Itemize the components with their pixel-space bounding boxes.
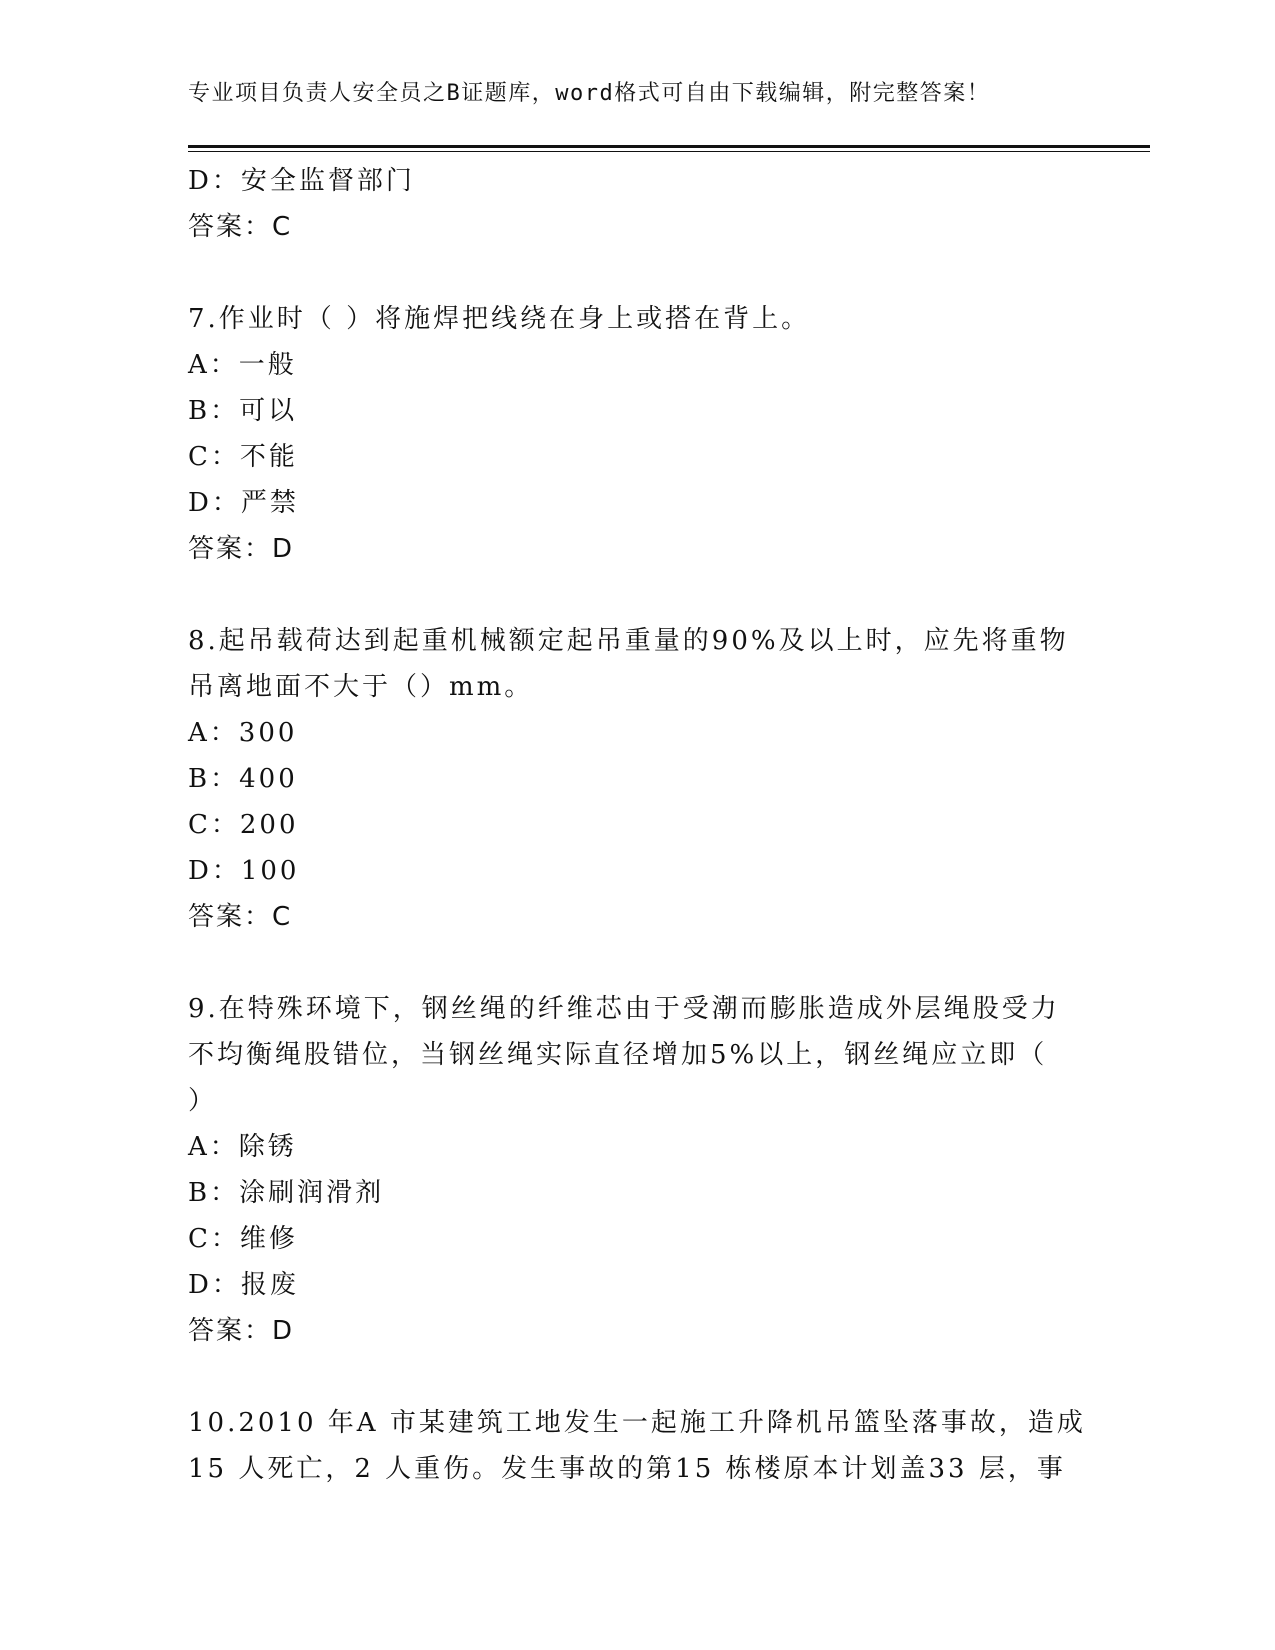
option-b: B：涂刷润滑剂	[188, 1178, 385, 1208]
header-rule-thin	[188, 151, 1150, 152]
question-stem: 10.2010 年A 市某建筑工地发生一起施工升降机吊篮坠落事故，造成	[188, 1408, 1086, 1438]
page-header: 专业项目负责人安全员之B证题库，word格式可自由下载编辑，附完整答案！	[188, 81, 991, 106]
option-d: D：报废	[188, 1270, 299, 1300]
option-c: C：200	[188, 810, 299, 840]
option-a: A：除锈	[188, 1132, 297, 1162]
option-d: D：安全监督部门	[188, 166, 415, 196]
question-stem: 9.在特殊环境下，钢丝绳的纤维芯由于受潮而膨胀造成外层绳股受力	[188, 994, 1060, 1024]
option-a: A：一般	[188, 350, 297, 380]
question-stem: 15 人死亡，2 人重伤。发生事故的第15 栋楼原本计划盖33 层，事	[188, 1454, 1066, 1484]
answer: 答案：D	[188, 534, 295, 564]
answer: 答案：C	[188, 902, 293, 932]
option-d: D：100	[188, 856, 300, 886]
question-stem: 8.起吊载荷达到起重机械额定起吊重量的90%及以上时，应先将重物	[188, 626, 1069, 656]
question-stem: 7.作业时（ ）将施焊把线绕在身上或搭在背上。	[188, 304, 811, 334]
question-content	[188, 158, 1088, 1492]
option-b: B：400	[188, 764, 298, 794]
answer: 答案：C	[188, 212, 293, 242]
option-a: A：300	[188, 718, 298, 748]
option-c: C：维修	[188, 1224, 298, 1254]
option-c: C：不能	[188, 442, 298, 472]
question-stem: 吊离地面不大于（）mm。	[188, 672, 534, 702]
question-stem: 不均衡绳股错位，当钢丝绳实际直径增加5%以上，钢丝绳应立即（	[188, 1040, 1048, 1070]
header-rule-thick	[188, 145, 1150, 148]
answer: 答案：D	[188, 1316, 295, 1346]
option-d: D：严禁	[188, 488, 299, 518]
question-stem: ）	[188, 1086, 218, 1116]
option-b: B：可以	[188, 396, 298, 426]
